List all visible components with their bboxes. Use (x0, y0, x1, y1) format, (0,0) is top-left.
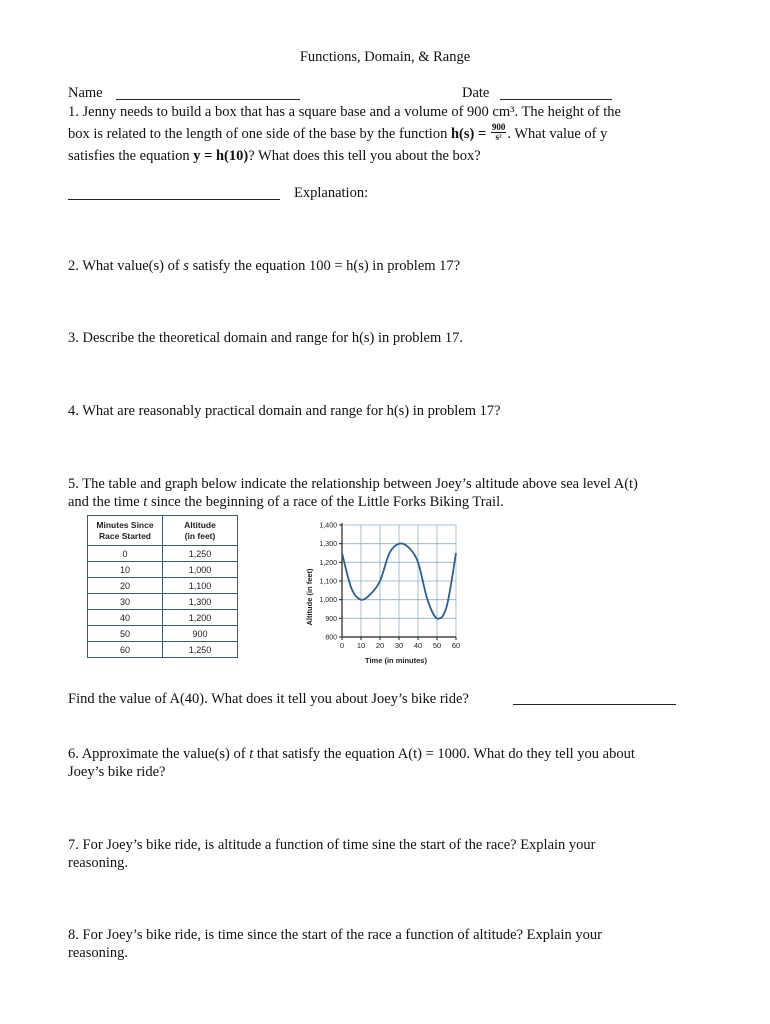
table-header-row (88, 516, 238, 546)
q6-line2: Joey’s bike ride? (68, 764, 166, 780)
chart-axes (339, 523, 456, 640)
q1-line1: 1. Jenny needs to build a box that has a square base and a volume of 900 cm³. The height of the (68, 104, 621, 120)
q1-frac-den: s² (495, 132, 502, 143)
chart-y-ticks (319, 523, 337, 642)
q1-frac-num: 900 (491, 122, 506, 133)
q5-find-text: Find the value of A(40). What does it tell you about Joey’s bike ride? (68, 691, 469, 707)
x-tick-label: 40 (413, 641, 423, 650)
name-field[interactable] (116, 99, 300, 100)
q1-equation: y = h(10) (193, 148, 249, 164)
y-tick-label: 1,100 (319, 578, 337, 586)
q1-function: h(s) = (450, 126, 487, 142)
q6-line1-a: 6. Approximate the value(s) of (68, 746, 246, 762)
q2-var: s (183, 258, 189, 274)
table-cell: 1,100 (163, 578, 238, 594)
chart-grid (342, 525, 456, 637)
q1-text-c2: ? What does this tell you about the box? (248, 148, 481, 164)
table-row (88, 610, 238, 626)
table-cell: 1,250 (163, 546, 238, 562)
q6-line1 (68, 745, 635, 763)
table-row (88, 594, 238, 610)
table-cell: 0 (88, 546, 163, 562)
table-cell: 40 (88, 610, 163, 626)
table-cell: 1,200 (163, 610, 238, 626)
y-tick-label: 900 (325, 615, 337, 623)
table-header-minutes-line1: Minutes Since (96, 519, 154, 530)
chart-y-label: Altitude (in feet) (305, 568, 314, 626)
q1-text-b1: box is related to the length of one side of the base by the function (68, 126, 448, 142)
table-header-minutes (88, 516, 163, 546)
y-tick-label: 1,400 (319, 522, 337, 530)
q3-text: 3. Describe the theoretical domain and range for h(s) in problem 17. (68, 330, 463, 346)
q1-fraction (491, 123, 507, 142)
chart-x-label: Time (in minutes) (365, 656, 427, 665)
table-cell: 1,250 (163, 642, 238, 658)
q5-line2-a: and the time (68, 494, 140, 510)
table-cell: 60 (88, 642, 163, 658)
table-row (88, 562, 238, 578)
y-tick-label: 1,000 (319, 597, 337, 605)
altitude-chart (300, 515, 470, 670)
q7-line2: reasoning. (68, 855, 128, 871)
q1-text-b2: . What value of y (507, 126, 608, 142)
q5-line2 (68, 493, 504, 511)
x-tick-label: 0 (339, 641, 345, 650)
table-row (88, 546, 238, 562)
y-tick-label: 800 (325, 634, 337, 642)
page-title: Functions, Domain, & Range (299, 49, 471, 65)
q6-var: t (249, 746, 254, 762)
q2-text (68, 257, 460, 275)
name-label: Name (68, 85, 103, 101)
table-cell: 1,300 (163, 594, 238, 610)
q5-var: t (143, 494, 148, 510)
table-row (88, 626, 238, 642)
table-cell: 50 (88, 626, 163, 642)
q8-line2: reasoning. (68, 945, 128, 961)
table-cell: 1,000 (163, 562, 238, 578)
table-row (88, 578, 238, 594)
chart-x-ticks (340, 641, 460, 650)
x-tick-label: 10 (356, 641, 366, 650)
table-header-altitude (163, 516, 238, 546)
table-header-altitude-line1: Altitude (184, 519, 216, 530)
q1-line2 (68, 122, 608, 144)
q1-text-c1: satisfies the equation (68, 148, 190, 164)
q1-line3 (68, 147, 481, 165)
q8-line1: 8. For Joey’s bike ride, is time since the start of the race a function of altitude? Explain your (68, 927, 602, 943)
table-cell: 900 (163, 626, 238, 642)
table-header-altitude-line2: (in feet) (184, 530, 216, 541)
q7-line1: 7. For Joey’s bike ride, is altitude a function of time sine the start of the race? Explain your (68, 837, 596, 853)
x-tick-label: 50 (432, 641, 442, 650)
q5-line2-b: since the beginning of a race of the Little Forks Biking Trail. (150, 494, 504, 510)
y-tick-label: 1,300 (319, 541, 337, 549)
x-tick-label: 60 (451, 641, 461, 650)
q1-explanation-label: Explanation: (294, 185, 369, 201)
altitude-table (87, 515, 238, 658)
table-cell: 20 (88, 578, 163, 594)
q1-answer-field[interactable] (68, 199, 280, 200)
table-cell: 10 (88, 562, 163, 578)
x-tick-label: 20 (375, 641, 385, 650)
q2-text-b: satisfy the equation 100 = h(s) in problem 17? (192, 258, 461, 274)
q6-line1-b: that satisfy the equation A(t) = 1000. What do they tell you about (256, 746, 635, 762)
x-tick-label: 30 (394, 641, 404, 650)
table-cell: 30 (88, 594, 163, 610)
table-header-minutes-line2: Race Started (99, 530, 151, 541)
date-field[interactable] (500, 99, 612, 100)
table-row (88, 642, 238, 658)
q5-answer-field[interactable] (513, 704, 676, 705)
date-label: Date (462, 85, 490, 101)
q2-text-a: 2. What value(s) of (68, 258, 180, 274)
y-tick-label: 1,200 (319, 559, 337, 567)
q5-line1: 5. The table and graph below indicate the relationship between Joey’s altitude above sea level A(t) (68, 476, 638, 492)
q4-text: 4. What are reasonably practical domain and range for h(s) in problem 17? (68, 403, 501, 419)
